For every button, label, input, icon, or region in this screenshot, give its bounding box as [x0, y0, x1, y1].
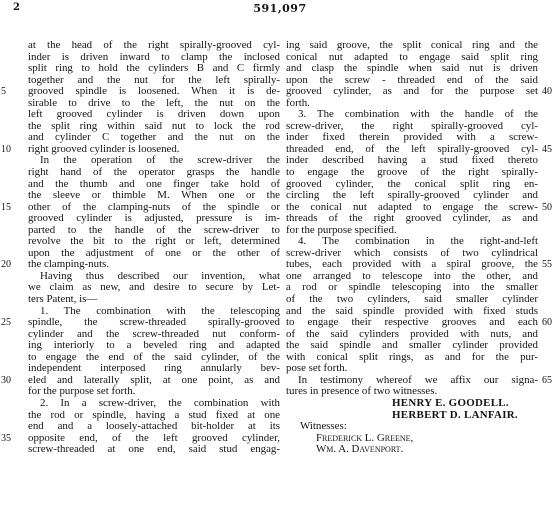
line-number: 10 — [1, 143, 11, 155]
text-line: the split ring within said nut to lock the rod — [28, 119, 280, 132]
text-line: for the purpose set forth. — [28, 385, 136, 398]
text-line: and clasp the spindle when said nut is driven — [286, 62, 538, 75]
text-line: In the operation of the screw-driver the — [40, 154, 280, 167]
text-line: together and the nut for the left spirally- — [28, 73, 280, 86]
text-line: 3. The combination with the handle of the — [298, 108, 538, 121]
text-line: pose set forth. — [286, 362, 348, 375]
line-number: 65 — [542, 374, 552, 386]
line-number: 5 — [1, 86, 6, 98]
text-line: the said spindle and smaller cylinder provided — [286, 339, 538, 352]
text-line: one arranged to telescope into the other, and — [286, 269, 538, 282]
text-line: Frederick L. Greene, — [316, 431, 414, 444]
text-line: right grooved cylinder is loosened. — [28, 142, 180, 155]
text-line: inder described having a stud fixed thereto — [286, 154, 538, 167]
text-line: inder fixed therein provided with a screw- — [286, 131, 538, 144]
line-number: 55 — [542, 259, 552, 271]
text-line: spindle, the screw-threaded spirally-grooved — [28, 316, 280, 329]
text-line: split ring to hold the cylinders B and C firmly — [28, 62, 280, 75]
text-line: right hand of the operator grasps the handle — [28, 166, 280, 179]
text-line: conical nut adapted to engage said split ring — [286, 50, 538, 63]
text-line: a rod or spindle telescoping into the smaller — [286, 281, 538, 294]
text-line: forth. — [286, 96, 310, 109]
page-number: 2 — [13, 2, 20, 13]
text-line: Wm. A. Davenport. — [316, 443, 404, 456]
text-line: 4. The combination in the right-and-left — [298, 235, 538, 248]
left-column — [28, 40, 280, 456]
text-line: other of the clamping-nuts of the spindle or — [28, 200, 280, 213]
text-line: ters Patent, is— — [28, 293, 98, 306]
text-line: and cylinder C together and the nut on the — [28, 131, 280, 144]
line-number: 30 — [1, 374, 11, 386]
text-line: circling the left spirally-grooved cylinder and — [286, 189, 538, 202]
line-number: 20 — [1, 259, 11, 271]
text-line: to engage the end of the said cylinder, of the — [28, 350, 280, 363]
text-line: upon the screw - threaded end of the said — [286, 73, 538, 86]
text-line: ing interiorly to a beveled ring and adapted — [28, 339, 280, 352]
text-line: tubes, each provided with a spiral groove, the — [286, 258, 538, 271]
text-line: screw-threaded at one end, said stud engag- — [28, 443, 280, 456]
text-line: grooved cylinder is adjusted, pressure is im- — [28, 212, 280, 225]
text-line: cylinder and the screw-threaded nut conform- — [28, 327, 280, 340]
line-number: 45 — [542, 143, 552, 155]
text-line: inder is driven inward to clamp the inclosed — [28, 50, 280, 63]
text-line: end and a loosely-attached bit-holder at its — [28, 420, 280, 433]
right-column — [286, 40, 538, 456]
text-line: the conical nut adapted to engage the screw- — [286, 200, 538, 213]
text-line: the clamping-nuts. — [28, 258, 110, 271]
text-line: revolve the bit to the right or left, determined — [28, 235, 280, 248]
text-line: to engage the groove of the right spirally- — [286, 166, 538, 179]
text-line: of the said cylinders provided with nuts, and — [286, 327, 538, 340]
text-line: Witnesses: — [300, 420, 347, 433]
patent-number: 591,097 — [253, 2, 307, 15]
text-line: screw-driver which consists of two cylindrical — [286, 246, 538, 259]
text-line: upon the adjustment of one or the other of — [28, 246, 280, 259]
text-line: to engage their respective grooves and each — [286, 316, 538, 329]
text-line: the rod or spindle, having a stud fixed at one — [28, 408, 280, 421]
text-line: Having thus described our invention, what — [40, 269, 280, 282]
line-number: 60 — [542, 317, 552, 329]
text-line: In testimony whereof we affix our signa- — [298, 373, 538, 386]
text-line: and the said spindle provided with fixed studs — [286, 304, 538, 317]
line-number: 15 — [1, 201, 11, 213]
text-line: parted to the handle of the screw-driver to — [28, 223, 280, 236]
text-line: of the two cylinders, said smaller cylinder — [286, 293, 538, 306]
text-line: the sleeve or thimble M. When one or the — [28, 189, 280, 202]
text-line: HERBERT D. LANFAIR. — [392, 408, 518, 421]
text-line: at the head of the right spirally-grooved cyl- — [28, 39, 280, 51]
text-line: independent interposed ring annularly bev- — [28, 362, 280, 375]
text-line: tures in presence of two witnesses. — [286, 385, 438, 398]
text-line: HENRY E. GOODELL. — [392, 396, 509, 409]
text-line: and the thumb and one finger take hold of — [28, 177, 280, 190]
text-line: 2. In a screw-driver, the combination with — [40, 396, 280, 409]
text-line: threaded end, of the left spirally-grooved cyl- — [286, 142, 538, 155]
line-number: 25 — [1, 317, 11, 329]
line-number: 35 — [1, 432, 11, 444]
text-line: grooved cylinder, the conical split ring en- — [286, 177, 538, 190]
line-number: 50 — [542, 201, 552, 213]
text-line: screw-driver, the right spirally-grooved cyl- — [286, 119, 538, 132]
text-line: with conical split rings, as and for the pur- — [286, 350, 538, 363]
text-line: we claim as new, and desire to secure by Let- — [28, 281, 280, 294]
text-line: left grooved cylinder is driven down upon — [28, 108, 280, 121]
text-line: opposite end, of the left grooved cylinder, — [28, 431, 280, 444]
text-line: sirable to drive to the left, the nut on the — [28, 96, 280, 109]
line-number: 40 — [542, 86, 552, 98]
text-line: ing said groove, the split conical ring and the — [286, 39, 538, 51]
text-line: grooved spindle is loosened. When it is de- — [28, 85, 280, 98]
text-line: eled and laterally split, at one point, as and — [28, 373, 280, 386]
text-line: for the purpose specified. — [286, 223, 397, 236]
text-line: threads of the right grooved cylinder, as and — [286, 212, 538, 225]
text-line: 1. The combination with the telescoping — [40, 304, 280, 317]
text-line: grooved cylinder, as and for the purpose set — [286, 85, 538, 98]
